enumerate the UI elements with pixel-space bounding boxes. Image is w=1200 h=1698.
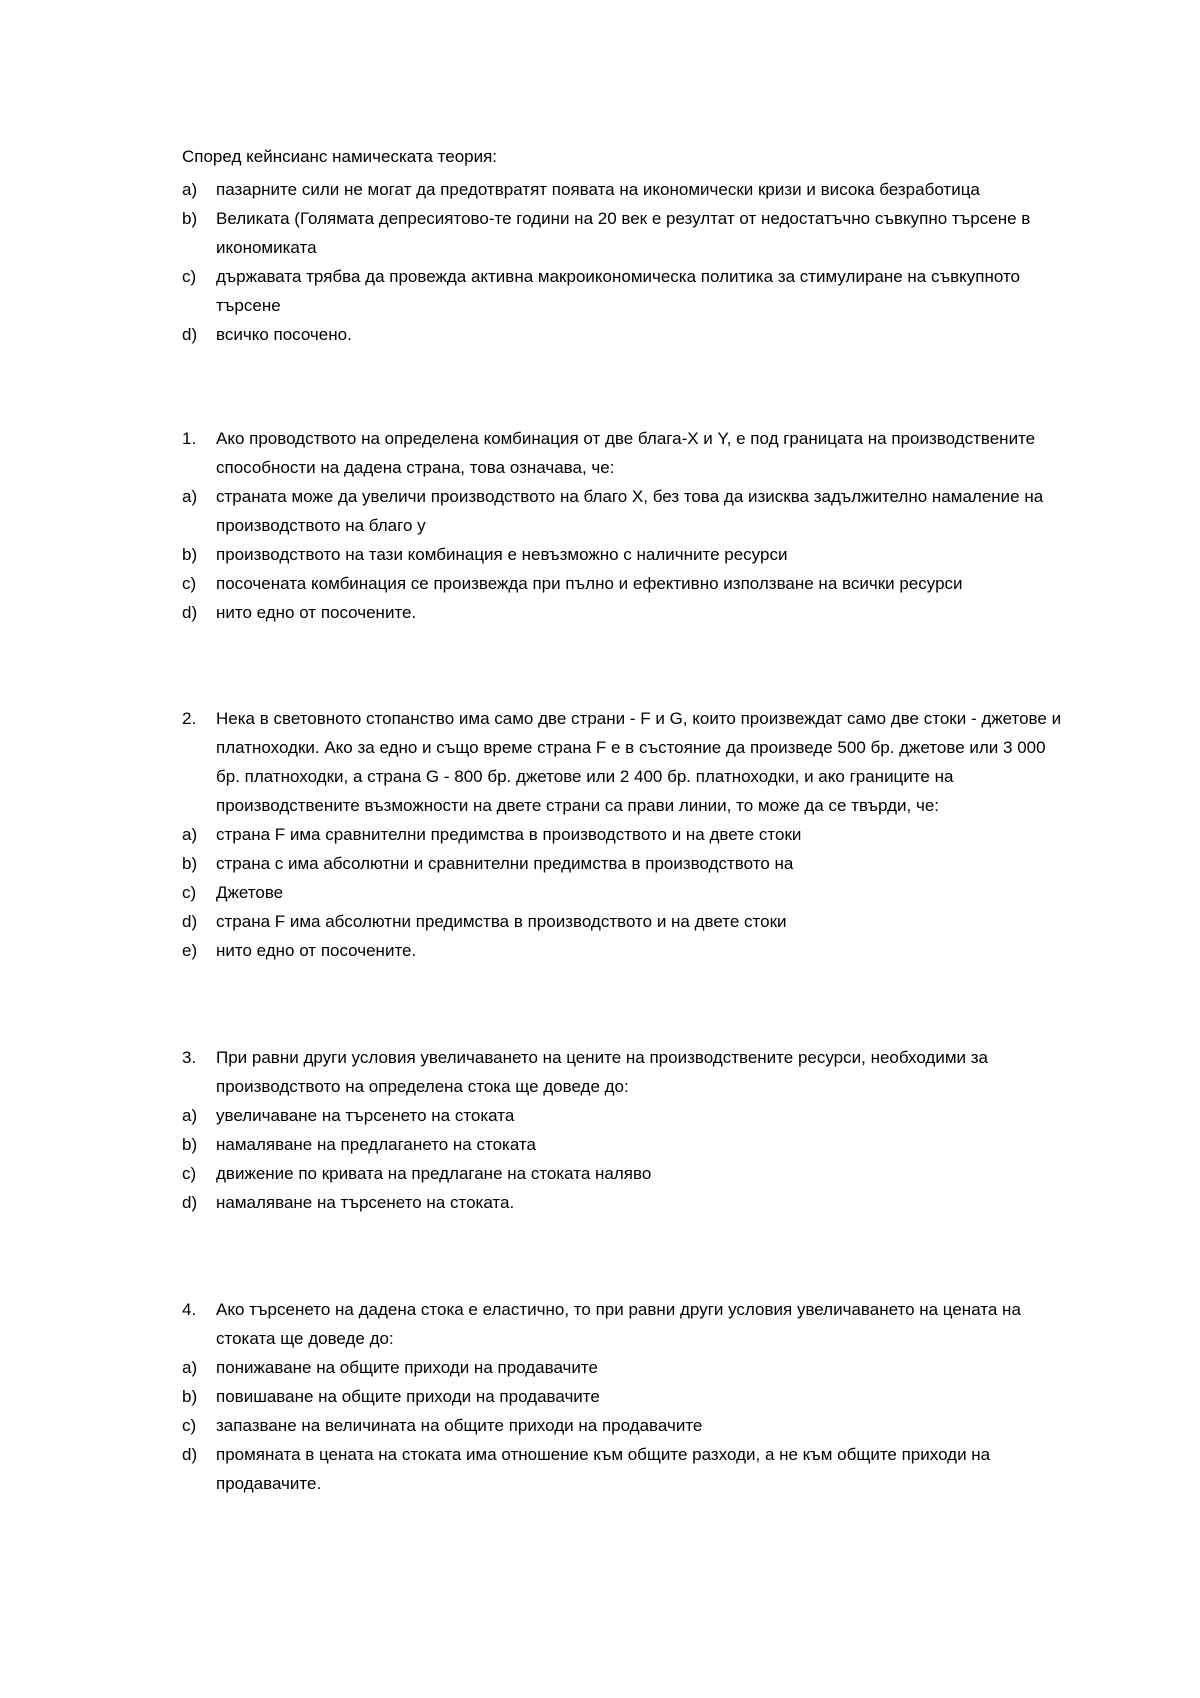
option-text: страна F има сравнителни предимства в производството и на двете стоки [216, 825, 802, 844]
option-text: посочената комбинация се произвежда при пълно и ефективно използване на всички ресурси [216, 574, 963, 593]
intro-option [182, 175, 1062, 204]
option-text: производството на тази комбинация е невъзможно с наличните ресурси [216, 545, 788, 564]
spacer [182, 1217, 1062, 1295]
question-4-block [182, 1295, 1062, 1498]
option-text: промяната в цената на стоката има отношение към общите разходи, а не към общите приходи на продавачите. [216, 1445, 991, 1493]
option-label: d) [182, 912, 198, 931]
option-label: c) [182, 1416, 197, 1435]
option-text: повишаване на общите приходи на продавачите [216, 1387, 600, 1406]
answer-option [182, 1411, 1062, 1440]
spacer [182, 349, 1062, 424]
answer-option [182, 1382, 1062, 1411]
question-1 [182, 424, 1062, 482]
question-text: Нека в световното стопанство има само две страни - F и G, които произвеждат само две стоки - джетове и платноходки. Ако за едно и също време страна F е в състояние да произведе 500 бр. джетове или 3 000 бр. платноходки, а страна G - 800 бр. джетове или 2 400 бр. платноходки, и ако границите на производствените възможности на двете страни са прави линии, то може да се твърди, че: [216, 709, 1062, 815]
option-text: страна F има абсолютни предимства в производството и на двете стоки [216, 912, 787, 931]
answer-option [182, 482, 1062, 540]
answer-option [182, 936, 1062, 965]
document-page [182, 142, 1062, 1498]
answer-option [182, 1101, 1062, 1130]
option-text: движение по кривата на предлагане на стоката наляво [216, 1164, 652, 1183]
option-text: намаляване на търсенето на стоката. [216, 1193, 515, 1212]
option-text: Великата (Голямата депресиятово-те години на 20 век е резултат от недостатъчно съвкупно търсене в икономиката [216, 209, 1031, 257]
option-label: b) [182, 1387, 198, 1406]
question-2 [182, 704, 1062, 820]
question-4 [182, 1295, 1062, 1353]
answer-option [182, 878, 1062, 907]
option-text: страната може да увеличи производството на благо X, без това да изисква задължително намаление на производството на благо y [216, 487, 1044, 535]
question-1-block [182, 424, 1062, 627]
answer-option [182, 598, 1062, 627]
option-label: c) [182, 267, 197, 286]
question-text: Ако проводството на определена комбинация от две блага-X и Y, е под границата на производствените способности на дадена страна, това означава, че: [216, 429, 1036, 477]
option-label: e) [182, 941, 198, 960]
answer-option [182, 1130, 1062, 1159]
option-label: a) [182, 180, 198, 199]
option-text: Джетове [216, 883, 284, 902]
option-label: a) [182, 487, 198, 506]
answer-option [182, 540, 1062, 569]
option-text: страна с има абсолютни и сравнителни предимства в производството на [216, 854, 794, 873]
option-text: нито едно от посочените. [216, 603, 417, 622]
intro-block [182, 142, 1062, 349]
answer-option [182, 1440, 1062, 1498]
option-label: b) [182, 854, 198, 873]
question-text: При равни други условия увеличаването на цените на производствените ресурси, необходими за производството на определена стока ще доведе до: [216, 1048, 988, 1096]
option-label: b) [182, 1135, 198, 1154]
option-label: d) [182, 325, 198, 344]
option-label: a) [182, 1358, 198, 1377]
intro-option [182, 204, 1062, 262]
answer-option [182, 1353, 1062, 1382]
intro-option [182, 320, 1062, 349]
question-text: Ако търсенето на дадена стока е еластично, то при равни други условия увеличаването на цената на стоката ще доведе до: [216, 1300, 1021, 1348]
answer-option [182, 569, 1062, 598]
option-label: a) [182, 825, 198, 844]
option-label: c) [182, 574, 197, 593]
option-text: държавата трябва да провежда активна макроикономическа политика за стимулиране на съвкупното търсене [216, 267, 1020, 315]
answer-option [182, 1188, 1062, 1217]
option-label: c) [182, 883, 197, 902]
option-text: увеличаване на търсенето на стоката [216, 1106, 515, 1125]
option-text: намаляване на предлагането на стоката [216, 1135, 536, 1154]
question-number: 2. [182, 709, 197, 728]
question-3 [182, 1043, 1062, 1101]
question-number: 4. [182, 1300, 197, 1319]
intro-title: Според кейнсианс намическата теория: [182, 147, 498, 166]
option-label: b) [182, 209, 198, 228]
answer-option [182, 907, 1062, 936]
question-2-block [182, 704, 1062, 965]
question-number: 3. [182, 1048, 197, 1067]
answer-option [182, 1159, 1062, 1188]
option-label: d) [182, 1445, 198, 1464]
option-label: b) [182, 545, 198, 564]
spacer [182, 965, 1062, 1043]
option-label: c) [182, 1164, 197, 1183]
question-number: 1. [182, 429, 197, 448]
intro-option [182, 262, 1062, 320]
question-3-block [182, 1043, 1062, 1217]
option-text: пазарните сили не могат да предотвратят появата на икономически кризи и висока безработица [216, 180, 980, 199]
answer-option [182, 820, 1062, 849]
answer-option [182, 849, 1062, 878]
option-text: всичко посочено. [216, 325, 352, 344]
spacer [182, 627, 1062, 704]
option-label: d) [182, 1193, 198, 1212]
option-label: a) [182, 1106, 198, 1125]
option-text: запазване на величината на общите приходи на продавачите [216, 1416, 703, 1435]
option-label: d) [182, 603, 198, 622]
option-text: нито едно от посочените. [216, 941, 417, 960]
option-text: понижаване на общите приходи на продавачите [216, 1358, 598, 1377]
